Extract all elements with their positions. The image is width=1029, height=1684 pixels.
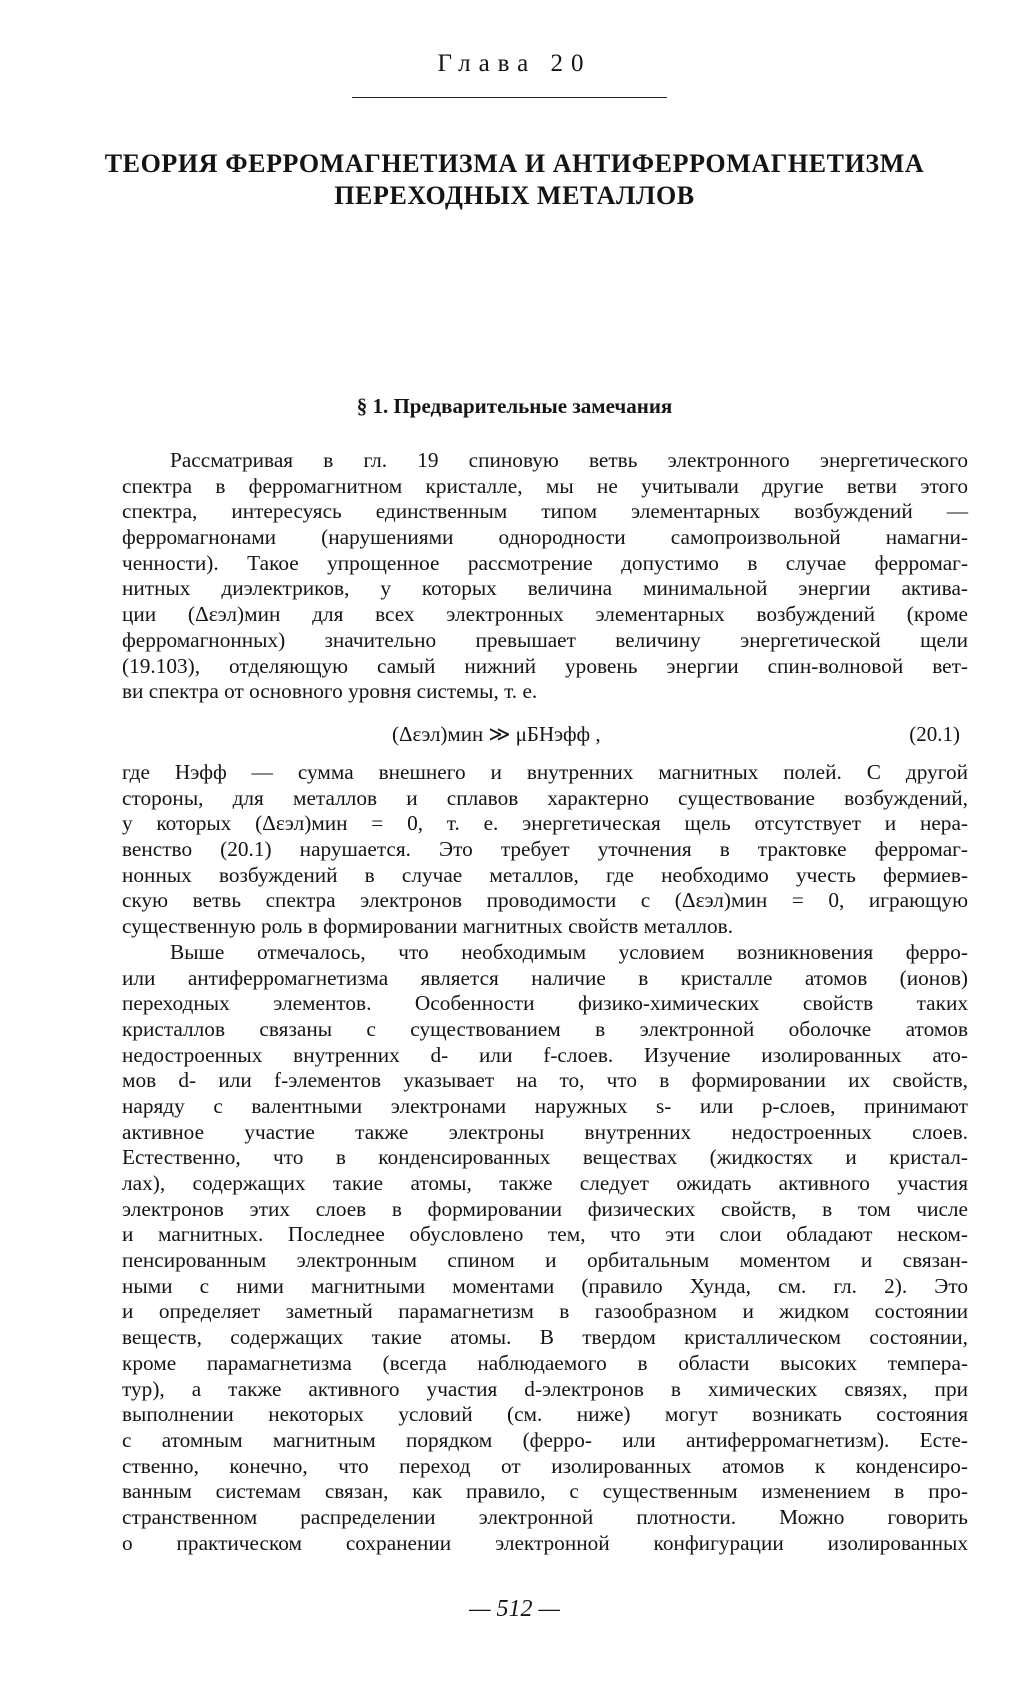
text-line: наряду с валентными электронами наружных s- или p-слоев, принимают [122,1093,968,1118]
text-line: ви спектра от основного уровня системы, т. е. [122,679,538,704]
text-line: электронов этих слоев в формировании физических свойств, в том числе [122,1196,968,1221]
text-line: где Hэфф — сумма внешнего и внутренних магнитных полей. С другой [122,760,968,784]
chapter-title-line: ТЕОРИЯ ФЕРРОМАГНЕТИЗМА И АНТИФЕРРОМАГНЕТИЗМА [104,149,925,178]
text-line: спектра, интересуясь единственным типом элементарных возбуждений — [122,499,968,524]
text-line: у которых (Δεэл)мин = 0, т. е. энергетическая щель отсутствует и нера- [122,811,968,836]
text-line: ченности). Такое упрощенное рассмотрение допустимо в случае ферромаг- [122,550,968,575]
equation-number: (20.1) [909,722,960,746]
equation-20-1 [122,720,968,750]
text-line: кроме парамагнетизма (всегда наблюдаемого в области высоких темпера- [122,1350,968,1375]
text-line: (19.103), отделяющую самый нижний уровень энергии спин-волновой вет- [122,653,968,678]
text-line: и определяет заметный парамагнетизм в газообразном и жидком состоянии [122,1299,968,1324]
text-line: выполнении некоторых условий (см. ниже) могут возникать состояния [122,1402,968,1427]
paragraph-1 [122,448,968,705]
chapter-rule [352,97,667,98]
text-line: тур), а также активного участия d-электронов в химических связях, при [122,1376,968,1401]
equation-formula: (Δεэл)мин ≫ μБHэфф , [392,722,601,746]
page-number: — 512 — [469,1596,560,1622]
text-line: Рассматривая в гл. 19 спиновую ветвь электронного энергетического [170,448,968,472]
paragraph-2 [122,760,968,1556]
text-line: странственном распределении электронной плотности. Можно говорить [122,1504,968,1529]
text-line: и магнитных. Последнее обусловлено тем, что эти слои обладают неском- [122,1222,968,1247]
text-line: ферромагнонных) значительно превышает величину энергетической щели [122,627,968,652]
text-line: переходных элементов. Особенности физико-химических свойств таких [122,991,968,1016]
text-line: лах), содержащих такие атомы, также следует ожидать активного участия [122,1171,968,1195]
text-line: активное участие также электроны внутренних недостроенных слоев. [122,1119,968,1144]
text-line: спектра в ферромагнитном кристалле, мы не учитывали другие ветви этого [122,473,968,498]
chapter-label: Глава 20 [437,50,592,77]
chapter-title [60,148,969,212]
section-heading: § 1. Предварительные замечания [356,394,673,418]
text-line: недостроенных внутренних d- или f-слоев. Изучение изолированных ато- [122,1042,968,1067]
text-line: мов d- или f-элементов указывает на то, что в формировании их свойств, [122,1068,968,1093]
text-line: Естественно, что в конденсированных веществах (жидкостях и кристал- [122,1145,968,1170]
text-line: или антиферромагнетизма является наличие в кристалле атомов (ионов) [122,965,968,990]
text-line: ственно, конечно, что переход от изолированных атомов к конденсиро- [122,1453,968,1478]
text-line: существенную роль в формировании магнитных свойств металлов. [122,914,734,939]
text-line: стороны, для металлов и сплавов характерно существование возбуждений, [122,785,968,810]
text-line: скую ветвь спектра электронов проводимости с (Δεэл)мин = 0, играющую [122,888,968,913]
text-line: с атомным магнитным порядком (ферро- или антиферромагнетизм). Есте- [122,1427,968,1452]
text-line: Выше отмечалось, что необходимым условием возникновения ферро- [170,939,968,964]
text-line: нонных возбуждений в случае металлов, где необходимо учесть фермиев- [122,862,968,887]
text-line: кристаллов связаны с существованием в электронной оболочке атомов [122,1016,968,1041]
text-line: ванным системам связан, как правило, с существенным изменением в про- [122,1479,968,1504]
text-line: о практическом сохранении электронной конфигурации изолированных [122,1530,968,1555]
text-line: веществ, содержащих такие атомы. В твердом кристаллическом состоянии, [122,1325,968,1350]
text-line: ции (Δεэл)мин для всех электронных элементарных возбуждений (кроме [122,602,968,627]
text-line: венство (20.1) нарушается. Это требует уточнения в трактовке ферромаг- [122,837,968,862]
text-line: ферромагнонами (нарушениями однородности самопроизвольной намагни- [122,525,968,550]
text-line: ными с ними магнитными моментами (правило Хунда, см. гл. 2). Это [122,1273,968,1298]
text-line: нитных диэлектриков, у которых величина минимальной энергии актива- [122,576,968,601]
text-line: пенсированным электронным спином и орбитальным моментом и связан- [122,1248,968,1273]
chapter-title-line: ПЕРЕХОДНЫХ МЕТАЛЛОВ [334,181,695,210]
